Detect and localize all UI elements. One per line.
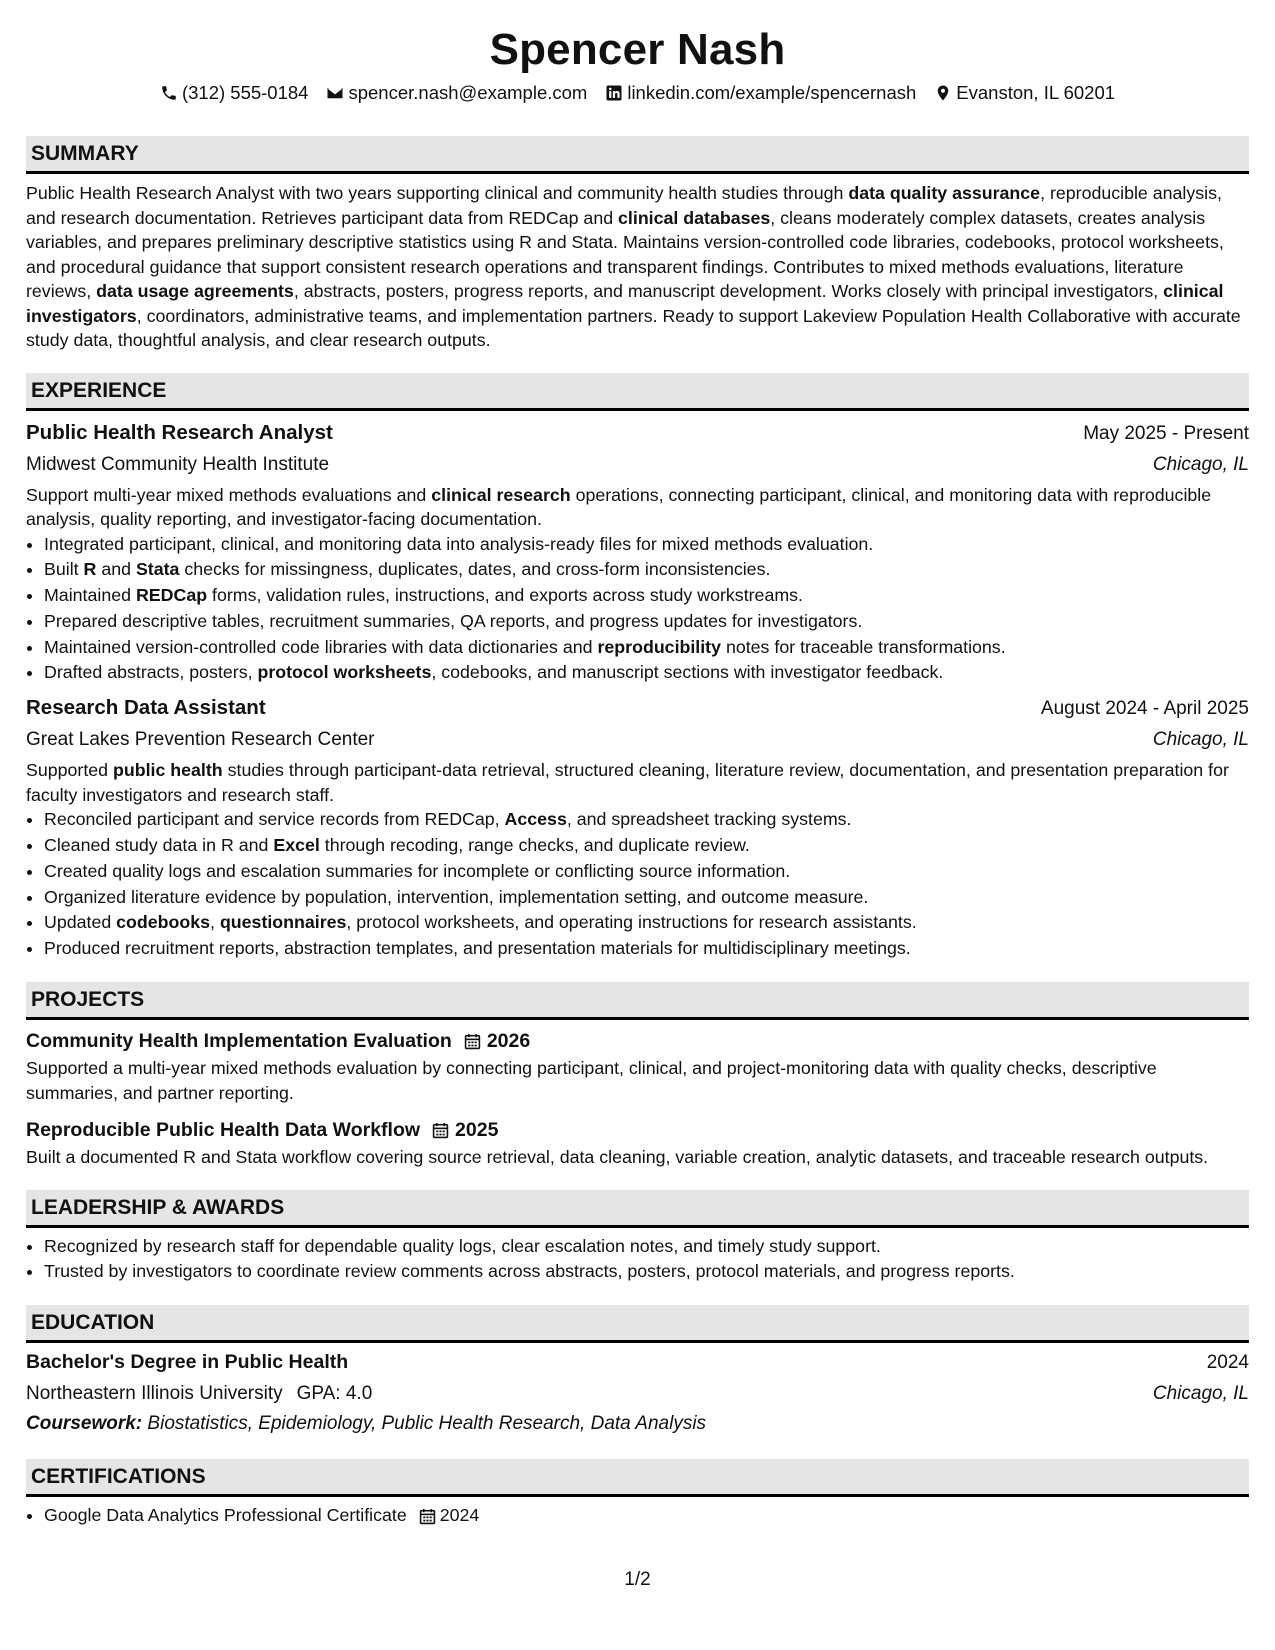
- bold-text: clinical investigators: [26, 281, 1224, 326]
- role-description: Supported public health studies through participant-data retrieval, structured cleaning, literature review, documentation, and presentation preparation for faculty investigators and research staff.: [26, 760, 1229, 805]
- section-heading-summary: SUMMARY: [26, 136, 1249, 174]
- role-title: Public Health Research Analyst: [26, 420, 333, 444]
- contact-location: [934, 80, 1115, 106]
- bold-text: Excel: [273, 835, 320, 856]
- education-school-row: [26, 1378, 1249, 1409]
- list-item: • Maintained REDCap forms, validation rules, instructions, and exports across study workstreams.: [44, 583, 1249, 609]
- list-item: • Created quality logs and escalation summaries for incomplete or conflicting source information.: [44, 859, 1249, 885]
- coursework-label: Coursework:: [26, 1413, 143, 1435]
- education-location: Chicago, IL: [1152, 1383, 1249, 1405]
- role-organization: Midwest Community Health Institute: [26, 453, 330, 475]
- bold-text: public health: [113, 760, 223, 781]
- list-item: [44, 1503, 1249, 1529]
- contact-email[interactable]: [326, 80, 587, 106]
- role-dates: August 2024 - April 2025: [1040, 698, 1249, 720]
- contact-linkedin[interactable]: [605, 80, 916, 106]
- list-item: • Produced recruitment reports, abstraction templates, and presentation materials for multidisciplinary meetings.: [44, 936, 1249, 962]
- bold-text: clinical databases: [618, 207, 771, 228]
- education-degree: Bachelor's Degree in Public Health: [26, 1351, 349, 1374]
- list-item: • Reconciled participant and service records from REDCap, Access, and spreadsheet tracking systems.: [44, 807, 1249, 833]
- role-location: Chicago, IL: [1152, 729, 1249, 751]
- bold-text: data usage agreements: [96, 281, 294, 301]
- email-text[interactable]: spencer.nash@example.com: [348, 82, 588, 103]
- project-description: Built a documented R and Stata workflow covering source retrieval, data cleaning, variable creation, analytic datasets, and traceable research outputs.: [26, 1147, 1209, 1168]
- role-dates: May 2025 - Present: [1083, 422, 1249, 444]
- role-bullets: [26, 807, 1249, 962]
- project-description: Supported a multi-year mixed methods evaluation by connecting participant, clinical, and project-monitoring data with quality checks, descriptive summaries, and partner reporting.: [26, 1058, 1157, 1103]
- section-heading-projects: PROJECTS: [26, 982, 1249, 1020]
- section-heading-certifications: CERTIFICATIONS: [26, 1459, 1249, 1497]
- project-title-row: [26, 1115, 1249, 1145]
- calendar-icon: [432, 1122, 449, 1139]
- phone-icon: [160, 84, 178, 102]
- section-heading-leadership: LEADERSHIP & AWARDS: [26, 1190, 1249, 1228]
- role-location: Chicago, IL: [1152, 453, 1249, 475]
- bold-text: Access: [504, 809, 567, 830]
- bold-text: questionnaires: [219, 912, 347, 933]
- coursework-list: Biostatistics, Epidemiology, Public Health Research, Data Analysis: [147, 1413, 707, 1435]
- section-heading-experience: EXPERIENCE: [26, 373, 1249, 411]
- list-item: • Recognized by research staff for dependable quality logs, clear escalation notes, and timely study support.: [44, 1234, 1249, 1260]
- linkedin-icon: [605, 84, 623, 102]
- contact-phone: [160, 80, 309, 106]
- certification-name: • Google Data Analytics Professional Certificate: [44, 1505, 407, 1526]
- project-title: Community Health Implementation Evaluation: [26, 1030, 452, 1053]
- envelope-icon: [326, 84, 344, 102]
- candidate-name: Spencer Nash: [489, 25, 786, 74]
- bold-text: protocol worksheets: [257, 662, 432, 683]
- bold-text: R: [83, 559, 97, 580]
- list-item: • Drafted abstracts, posters, protocol worksheets, codebooks, and manuscript sections with investigator feedback.: [44, 660, 1249, 686]
- calendar-icon: [419, 1508, 436, 1525]
- certifications-list: [26, 1503, 1249, 1529]
- summary-text: Public Health Research Analyst with two years supporting clinical and community health studies through data quality assurance, reproducible analysis, and research documentation. Retrieves participant data from REDCap and clinical databases, cleans moderately complex datasets, creates analysis variables, and prepares preliminary descriptive statistics using R and Stata. Maintains version-controlled code libraries, codebooks, protocol worksheets, and procedural guidance that support consistent research operations and transparent findings. Contributes to mixed methods evaluations, literature reviews, data usage agreements, abstracts, posters, progress reports, and manuscript development. Works closely with principal investigators, clinical investigators, coordinators, administrative teams, and implementation partners. Ready to support Lakeview Population Health Collaborative with accurate study data, thoughtful analysis, and clear research outputs.: [26, 183, 1241, 350]
- education-row: [26, 1347, 1249, 1378]
- bold-text: data quality assurance: [848, 183, 1041, 203]
- list-item: • Maintained version-controlled code libraries with data dictionaries and reproducibility notes for traceable transformations.: [44, 635, 1249, 661]
- list-item: • Organized literature evidence by population, intervention, implementation setting, and outcome measure.: [44, 885, 1249, 911]
- role-title: Research Data Assistant: [26, 696, 266, 720]
- list-item: • Cleaned study data in R and Excel through recoding, range checks, and duplicate review.: [44, 833, 1249, 859]
- list-item: • Integrated participant, clinical, and monitoring data into analysis-ready files for mixed methods evaluation.: [44, 532, 1249, 558]
- education-coursework: [26, 1409, 1249, 1439]
- section-heading-education: EDUCATION: [26, 1305, 1249, 1343]
- role-entry: [26, 417, 1249, 687]
- project-year: 2025: [455, 1119, 499, 1142]
- phone-text: (312) 555-0184: [181, 82, 309, 103]
- education-year: 2024: [1206, 1352, 1249, 1374]
- list-item: • Trusted by investigators to coordinate review comments across abstracts, posters, protocol materials, and progress reports.: [44, 1259, 1249, 1285]
- bold-text: Stata: [135, 559, 180, 580]
- leadership-list: [26, 1234, 1249, 1286]
- bold-text: clinical research: [431, 484, 571, 505]
- project-title-row: [26, 1026, 1249, 1056]
- linkedin-text[interactable]: linkedin.com/example/spencernash: [627, 82, 917, 103]
- location-text: Evanston, IL 60201: [956, 82, 1116, 103]
- contact-bar: [26, 80, 1249, 106]
- list-item: • Prepared descriptive tables, recruitment summaries, QA reports, and progress updates for investigators.: [44, 609, 1249, 635]
- project-title: Reproducible Public Health Data Workflow: [26, 1119, 421, 1142]
- role-description: Support multi-year mixed methods evaluations and clinical research operations, connecting participant, clinical, and monitoring data with reproducible analysis, quality reporting, and investigator-facing documentation.: [26, 484, 1212, 529]
- role-organization: Great Lakes Prevention Research Center: [26, 729, 375, 751]
- education-gpa: GPA: 4.0: [296, 1383, 373, 1405]
- role-entry: [26, 692, 1249, 962]
- list-item: • Built R and Stata checks for missingness, duplicates, dates, and cross-form inconsistencies.: [44, 557, 1249, 583]
- role-bullets: [26, 532, 1249, 687]
- bold-text: REDCap: [135, 585, 208, 606]
- bold-text: codebooks: [116, 912, 211, 933]
- map-pin-icon: [934, 84, 952, 102]
- bold-text: reproducibility: [597, 636, 721, 657]
- resume-page: [26, 0, 1249, 1529]
- page-number: 1/2: [624, 1569, 651, 1590]
- certification-year: 2024: [439, 1505, 480, 1526]
- list-item: • Updated codebooks, questionnaires, protocol worksheets, and operating instructions for research assistants.: [44, 910, 1249, 936]
- education-school: Northeastern Illinois University: [26, 1383, 283, 1405]
- calendar-icon: [464, 1033, 481, 1050]
- project-year: 2026: [486, 1030, 531, 1053]
